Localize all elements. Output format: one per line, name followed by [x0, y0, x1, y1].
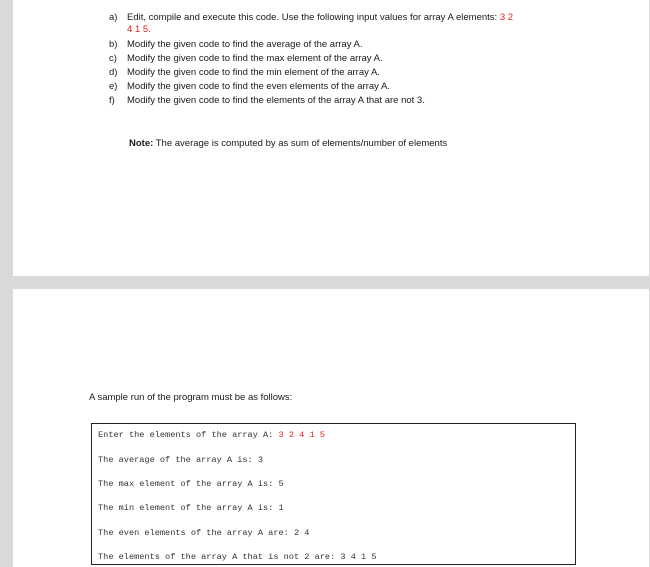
terminal-line: The min element of the array A is: 1 — [98, 503, 284, 513]
task-letter: f) — [109, 95, 115, 106]
task-text: Modify the given code to find the average of the array A. — [127, 39, 363, 50]
terminal-line: The elements of the array A that is not 2 are: 3 4 1 5 — [98, 552, 377, 562]
user-input: 3 2 4 1 5 — [278, 430, 325, 440]
task-letter: e) — [109, 81, 118, 92]
task-letter: a) — [109, 12, 118, 23]
task-text: Modify the given code to find the max element of the array A. — [127, 53, 383, 64]
sample-output-box — [91, 423, 576, 565]
task-text: Edit, compile and execute this code. Use the following input values for array A elements: — [127, 12, 500, 23]
sample-intro: A sample run of the program must be as follows: — [89, 392, 293, 403]
input-values-cont: 4 1 5. — [127, 24, 151, 35]
input-values: 3 2 — [499, 12, 514, 23]
task-letter: b) — [109, 39, 118, 50]
task-letter: c) — [109, 53, 117, 64]
page-2 — [13, 289, 649, 567]
page-1 — [13, 0, 649, 276]
task-text: Modify the given code to find the min element of the array A. — [127, 67, 380, 78]
note-text: The average is computed by as sum of elements/number of elements — [153, 138, 448, 149]
terminal-line: The average of the array A is: 3 — [98, 455, 264, 465]
prompt-text: Enter the elements of the array A: — [98, 430, 279, 440]
terminal-line: The max element of the array A is: 5 — [98, 479, 284, 489]
task-text: Modify the given code to find the elements of the array A that are not 3. — [127, 95, 425, 106]
note-label: Note: — [129, 138, 154, 149]
task-text: Modify the given code to find the even elements of the array A. — [127, 81, 390, 92]
task-letter: d) — [109, 67, 118, 78]
terminal-line: The even elements of the array A are: 2 4 — [98, 528, 310, 538]
terminal-line — [98, 430, 325, 440]
note — [129, 138, 447, 149]
